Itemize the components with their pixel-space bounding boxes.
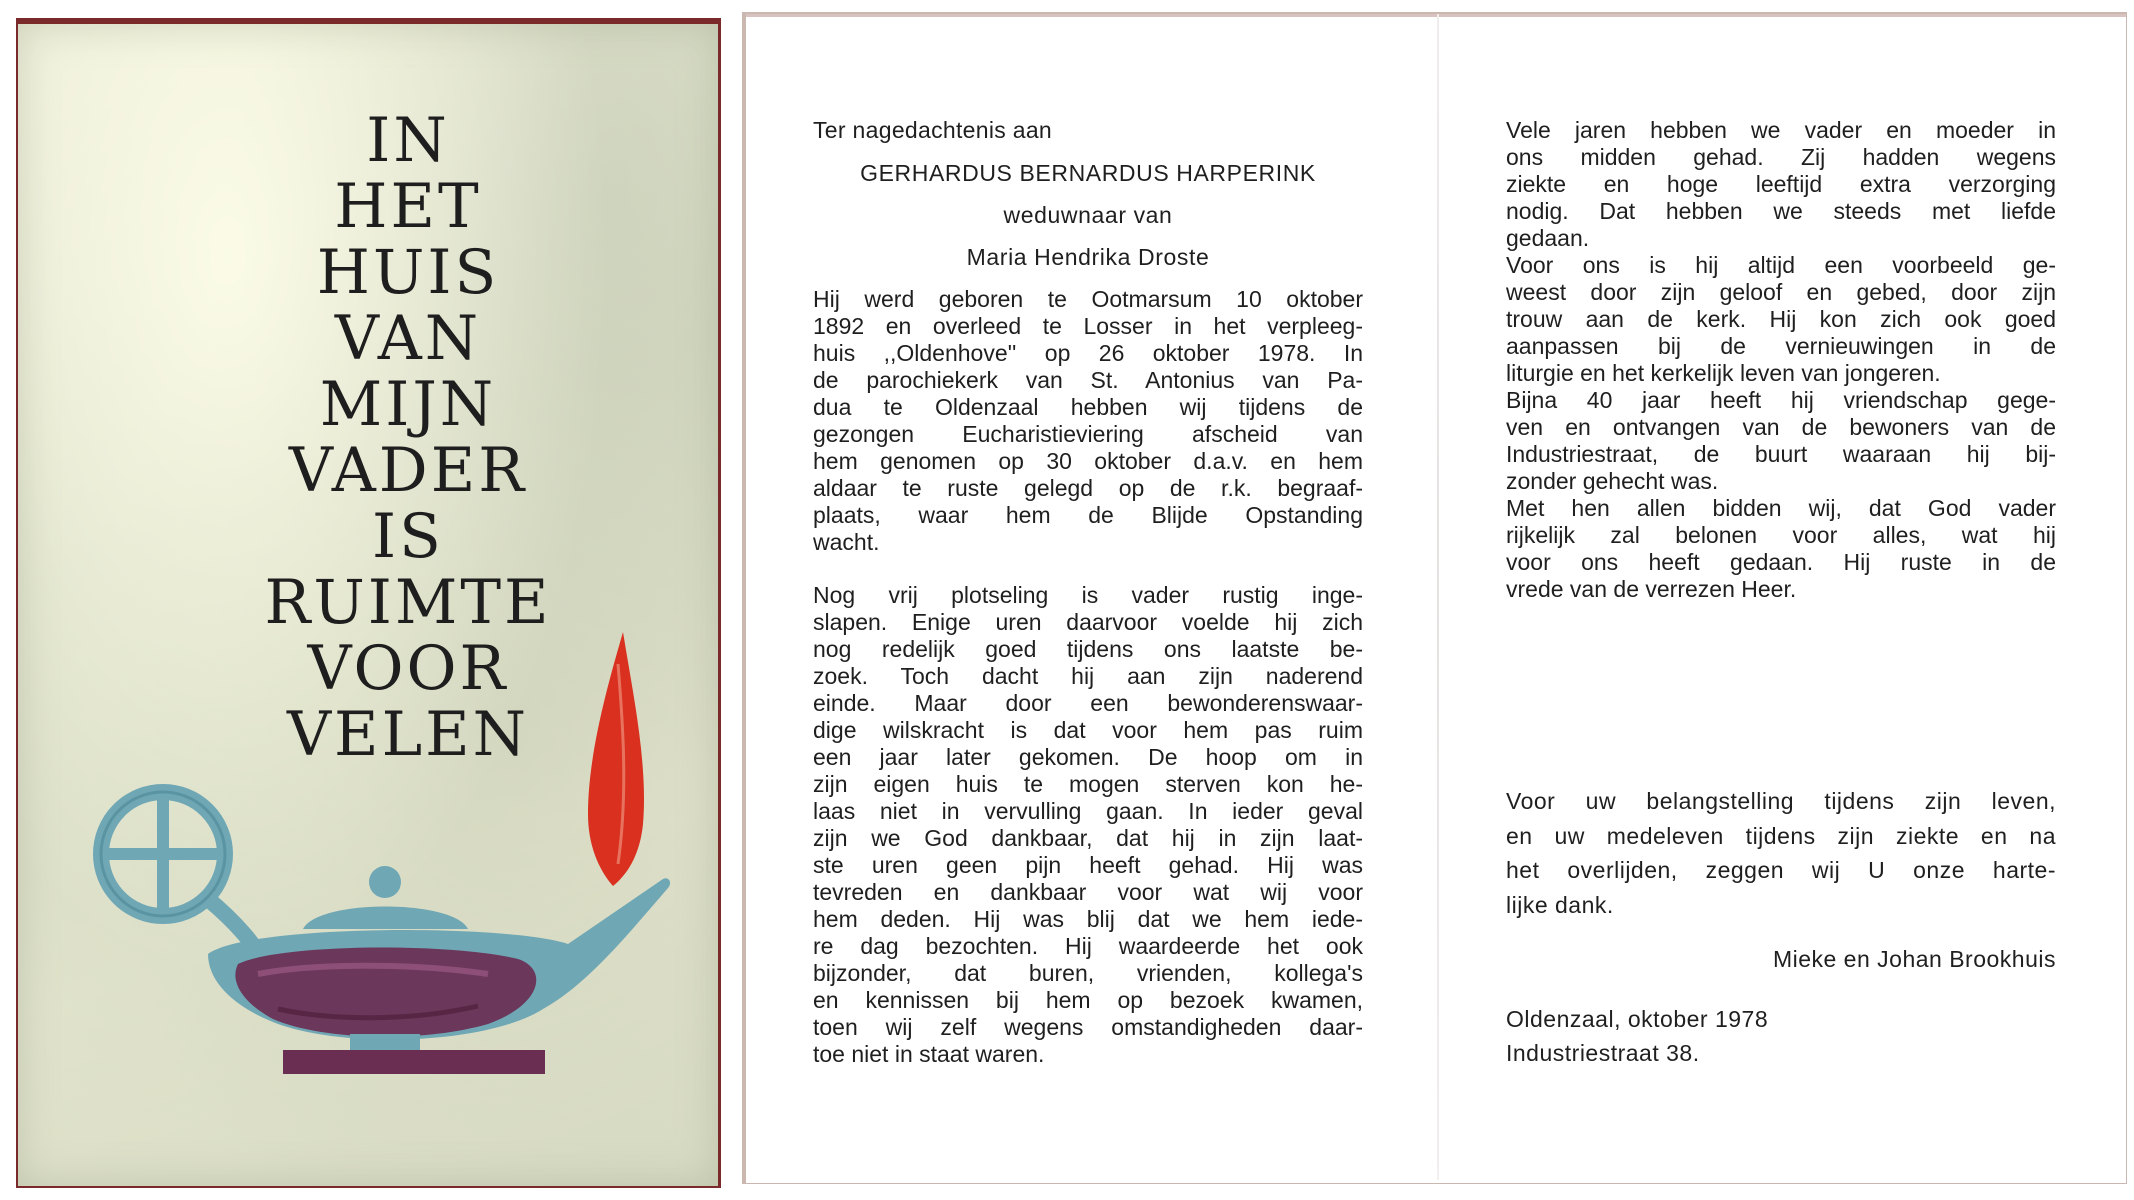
cover-title-line: VAN xyxy=(334,303,482,374)
text-line: en uw medeleven tijdens zijn ziekte en na xyxy=(1506,822,2056,849)
text-line: trouw aan de kerk. Hij kon zich ook goed xyxy=(1506,306,2056,332)
text-line: Voor ons is hij altijd een voorbeeld ge- xyxy=(1506,252,2056,278)
text-line: Bijna 40 jaar heeft hij vriendschap gege- xyxy=(1506,387,2056,413)
text-line: nog redelijk goed tijdens ons laatste be- xyxy=(813,636,1363,662)
text-line: re dag bezochten. Hij waardeerde het ook xyxy=(813,933,1363,959)
flame-icon xyxy=(588,632,644,886)
text-line: het overlijden, zeggen wij U onze harte- xyxy=(1506,857,2056,883)
text-line: nodig. Dat hebben we steeds met liefde xyxy=(1506,198,2056,224)
cover-title-line: RUIMTE xyxy=(264,567,552,638)
oil-lamp-illustration xyxy=(88,624,688,1124)
cover-title-line: VOOR xyxy=(307,633,509,704)
text-line: dua te Oldenzaal hebben wij tijdens de xyxy=(813,394,1363,420)
text-line: plaats, waar hem de Blijde Opstanding xyxy=(813,502,1363,528)
text-line: liturgie en het kerkelijk leven van jongeren. xyxy=(1506,360,1941,386)
text-line: ziekte en hoge leeftijd extra verzorging xyxy=(1506,171,2056,197)
cover-title-line: IN xyxy=(366,105,450,176)
text-line: Voor uw belangstelling tijdens zijn leven, xyxy=(1506,788,2056,814)
text-line: voor ons heeft gedaan. Hij ruste in de xyxy=(1506,549,2056,575)
text-line: aldaar te ruste gelegd op de r.k. begraaf- xyxy=(813,475,1363,501)
text-line: ons midden gehad. Zij hadden wegens xyxy=(1506,144,2056,170)
cover-title-line: VELEN xyxy=(287,699,529,770)
thanks-paragraph xyxy=(1506,784,2056,922)
signature: Mieke en Johan Brookhuis xyxy=(1772,946,2056,972)
cover-title-line: VADER xyxy=(288,435,528,506)
cross-wheel-icon xyxy=(101,792,225,916)
text-line: zonder gehecht was. xyxy=(1506,468,1719,494)
text-line: ste uren geen pijn heeft gehad. Hij was xyxy=(813,852,1363,878)
text-line: rijkelijk zal belonen voor alles, wat hij xyxy=(1506,522,2056,548)
text-line: wacht. xyxy=(813,529,880,555)
cover-title-line: MIJN xyxy=(319,369,497,440)
text-line: slapen. Enige uren daarvoor voelde hij zich xyxy=(813,609,1363,635)
lamp-base xyxy=(283,1050,545,1074)
text-line: Nog vrij plotseling is vader rustig inge- xyxy=(813,582,1363,608)
biography-paragraph xyxy=(813,286,1363,556)
text-line: vrede van de verrezen Heer. xyxy=(1506,576,1797,602)
text-line: lijke dank. xyxy=(1506,891,1614,918)
text-line: gedaan. xyxy=(1506,225,1590,251)
text-line: hem genomen op 30 oktober d.a.v. en hem xyxy=(813,448,1363,474)
text-line: toe niet in staat waren. xyxy=(813,1041,1045,1067)
memory-paragraph xyxy=(813,582,1363,1068)
text-line: gezongen Eucharistieviering afscheid van xyxy=(813,421,1363,447)
text-line: weest door zijn geloof en gebed, door zijn xyxy=(1506,279,2056,305)
text-line: 1892 en overleed te Losser in het verpleeg- xyxy=(813,313,1363,339)
family-paragraph xyxy=(1506,117,2056,603)
text-line: aanpassen bij de vernieuwingen in de xyxy=(1506,333,2056,359)
relation-text: weduwnaar van xyxy=(1003,202,1173,228)
cover-title-line: HET xyxy=(334,171,482,242)
text-line: zijn we God dankbaar, dat hij in zijn laat- xyxy=(813,825,1363,851)
text-line: en kennissen bij hem op bezoek kwamen, xyxy=(813,987,1363,1013)
text-line: hem deden. Hij was blij dat we hem iede- xyxy=(813,906,1363,932)
text-line: zijn eigen huis te mogen sterven kon he- xyxy=(813,771,1363,797)
text-line: Met hen allen bidden wij, dat God vader xyxy=(1506,495,2056,521)
text-line: de parochiekerk van St. Antonius van Pa- xyxy=(813,367,1363,393)
text-line: ven en ontvangen van de bewoners van de xyxy=(1506,414,2056,440)
page-fold xyxy=(1437,14,1439,1180)
text-line: toen wij zelf wegens omstandigheden daar- xyxy=(813,1014,1363,1040)
text-line: tevreden en dankbaar voor wat wij voor xyxy=(813,879,1363,905)
text-line: Vele jaren hebben we vader en moeder in xyxy=(1506,117,2056,143)
text-line: laas niet in vervulling gaan. In ieder geval xyxy=(813,798,1363,824)
text-line: een jaar later gekomen. De hoop om in xyxy=(813,744,1363,770)
text-line: huis ,,Oldenhove'' op 26 oktober 1978. In xyxy=(813,340,1363,366)
deceased-name: GERHARDUS BERNARDUS HARPERINK xyxy=(860,160,1316,186)
intro-text: Ter nagedachtenis aan xyxy=(813,117,1053,143)
text-line: einde. Maar door een bewonderenswaar- xyxy=(813,690,1363,716)
place-date: Oldenzaal, oktober 1978 xyxy=(1506,1006,1769,1032)
memorial-card-cover xyxy=(18,24,718,1186)
text-line: zoek. Toch dacht hij aan zijn naderend xyxy=(813,663,1363,689)
cover-title-line: HUIS xyxy=(316,237,500,308)
text-line: Industriestraat, de buurt waaraan hij bij- xyxy=(1506,441,2056,467)
address: Industriestraat 38. xyxy=(1506,1040,1700,1066)
spouse-name: Maria Hendrika Droste xyxy=(966,244,1210,270)
text-line: Hij werd geboren te Ootmarsum 10 oktober xyxy=(813,286,1363,312)
cover-title-line: IS xyxy=(372,501,444,572)
text-line: bijzonder, dat buren, vrienden, kollega's xyxy=(813,960,1363,986)
text-line: dige wilskracht is dat voor hem pas ruim xyxy=(813,717,1363,743)
